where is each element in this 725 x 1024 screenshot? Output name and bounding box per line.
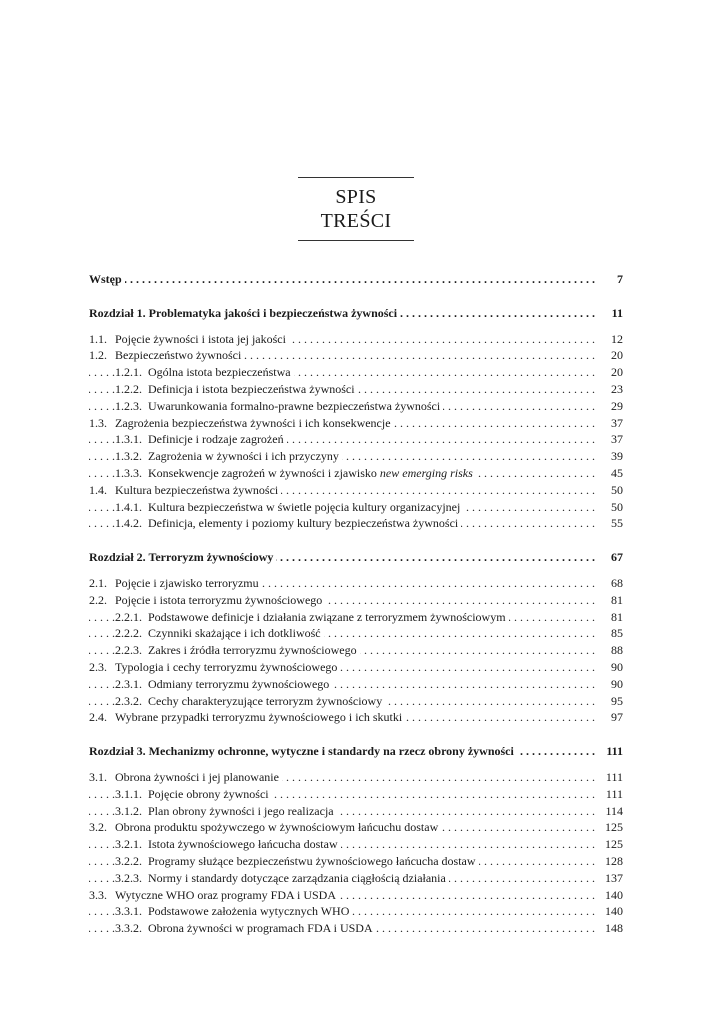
- toc-entry[interactable]: [89, 347, 623, 364]
- toc-entry-label-group: [115, 515, 461, 532]
- toc-entry[interactable]: [89, 786, 623, 803]
- toc-entry[interactable]: [89, 398, 623, 415]
- toc-entry-page-number: 29: [607, 398, 623, 415]
- toc-entry-number: 2.3.2.: [115, 693, 142, 708]
- toc-entry-number: 1.3.3.: [115, 465, 142, 480]
- toc-entry[interactable]: [89, 819, 623, 836]
- toc-entry-label: Rozdział 2. Terroryzm żywnościowy: [89, 550, 274, 565]
- toc-entry-label: Plan obrony żywności i jego realizacja: [148, 803, 334, 818]
- toc-entry-number: 1.2.: [89, 348, 107, 363]
- toc-entry-page-number: 7: [613, 271, 623, 288]
- toc-entry[interactable]: [89, 575, 623, 592]
- toc-entry[interactable]: [89, 331, 623, 348]
- toc-entry-page-number: 50: [607, 499, 623, 516]
- toc-entry-page-number: 97: [607, 709, 623, 726]
- toc-entry-label-group: [115, 642, 360, 659]
- toc-entry-label: Definicja i istota bezpieczeństwa żywności: [148, 381, 355, 396]
- toc-entry-page-number: 55: [607, 515, 623, 532]
- toc-entry-page-number: 45: [607, 465, 623, 482]
- toc-entry-number: 3.1.: [89, 769, 107, 784]
- toc-entry-page-number: 137: [601, 870, 623, 887]
- toc-entry[interactable]: [89, 887, 623, 904]
- toc-entry-label-group: [89, 305, 400, 322]
- toc-entry-page-number: 11: [608, 305, 623, 322]
- toc-entry-page-number: 20: [607, 347, 623, 364]
- toc-entry-number: 2.3.1.: [115, 676, 142, 691]
- toc-chapter-entry[interactable]: [89, 743, 623, 760]
- toc-entry-page-number: 148: [601, 920, 623, 937]
- toc-entry-label-group: [115, 499, 463, 516]
- toc-entry-label-group: [115, 903, 352, 920]
- toc-chapter-entry[interactable]: [89, 271, 623, 288]
- toc-entry-label-group: [89, 549, 276, 566]
- toc-entry-page-number: 111: [602, 769, 623, 786]
- toc-entry[interactable]: [89, 499, 623, 516]
- toc-entry-label: Konsekwencje zagrożeń w żywności i zjawisko: [148, 465, 380, 480]
- toc-entry-page-number: 67: [607, 549, 623, 566]
- toc-entry[interactable]: [89, 415, 623, 432]
- toc-entry[interactable]: [89, 364, 623, 381]
- chapter-gap: [89, 566, 623, 575]
- toc-entry-number: 3.1.1.: [115, 786, 142, 801]
- toc-entry-label: Uwarunkowania formalno-prawne bezpieczeństwa żywności: [148, 398, 441, 413]
- toc-entry-page-number: 111: [602, 786, 623, 803]
- toc-entry-label-group: [89, 709, 405, 726]
- toc-entry-number: 2.3.: [89, 659, 107, 674]
- toc-entry[interactable]: [89, 592, 623, 609]
- toc-entry-page-number: 111: [602, 743, 623, 760]
- dot-leader: [89, 271, 595, 288]
- toc-entry-number: 2.2.2.: [115, 626, 142, 641]
- toc-entry-label: Obrona żywności i jej planowanie: [115, 769, 279, 784]
- toc-entry-number: 1.2.2.: [115, 381, 142, 396]
- section-gap: [89, 532, 623, 549]
- toc-entry-label: Istota żywnościowego łańcucha dostaw: [148, 837, 338, 852]
- toc-entry-label-group: [89, 271, 125, 288]
- toc-entry-page-number: 81: [607, 592, 623, 609]
- toc-entry-label: Zagrożenia w żywności i ich przyczyny: [148, 449, 339, 464]
- toc-entry-page-number: 37: [607, 431, 623, 448]
- toc-entry-label-italic: new emerging risks: [379, 465, 473, 480]
- toc-entry-page-number: 125: [601, 836, 623, 853]
- toc-entry[interactable]: [89, 769, 623, 786]
- toc-entry-label: Obrona produktu spożywczego w żywnościowym łańcuchu dostaw: [115, 820, 439, 835]
- toc-entry-label: Cechy charakteryzujące terroryzm żywnościowy: [148, 693, 383, 708]
- toc-entry-page-number: 125: [601, 819, 623, 836]
- toc-entry[interactable]: [89, 609, 623, 626]
- toc-entry-number: 1.3.: [89, 415, 107, 430]
- toc-entry[interactable]: [89, 676, 623, 693]
- toc-entry-label: Wstęp: [89, 272, 122, 286]
- toc-chapter-entry[interactable]: [89, 549, 623, 566]
- toc-entry[interactable]: [89, 903, 623, 920]
- toc-entry-label: Pojęcie żywności i istota jej jakości: [115, 331, 286, 346]
- toc-entry-label: Kultura bezpieczeństwa żywności: [115, 482, 279, 497]
- toc-entry-page-number: 68: [607, 575, 623, 592]
- toc-entry-label: Ogólna istota bezpieczeństwa: [148, 365, 291, 380]
- toc-entry-label-group: [115, 398, 443, 415]
- toc-entry-number: 3.1.2.: [115, 803, 142, 818]
- toc-entry-page-number: 90: [607, 659, 623, 676]
- toc-entry-page-number: 88: [607, 642, 623, 659]
- toc-entry-number: 2.2.1.: [115, 609, 142, 624]
- toc-entry-label-group: [89, 887, 339, 904]
- toc-entry-label: Pojęcie i istota terroryzmu żywnościowego: [115, 592, 323, 607]
- toc-entry-label: Pojęcie i zjawisko terroryzmu: [115, 575, 259, 590]
- toc-entry-label: Definicje i rodzaje zagrożeń: [148, 432, 284, 447]
- toc-entry-label-group: [115, 676, 332, 693]
- toc-entry-number: 2.1.: [89, 575, 107, 590]
- toc-entry-label-group: [115, 836, 341, 853]
- toc-entry-label-group: [115, 625, 324, 642]
- toc-entry-page-number: 85: [607, 625, 623, 642]
- toc-entry-number: 3.3.2.: [115, 921, 142, 936]
- toc-entry-number: 3.3.1.: [115, 904, 142, 919]
- toc-entry[interactable]: [89, 709, 623, 726]
- toc-entry-label-group: [89, 743, 517, 760]
- toc-entry-label: Bezpieczeństwo żywności: [115, 348, 242, 363]
- toc-entry[interactable]: [89, 642, 623, 659]
- page-title: SPIS TREŚCI: [320, 186, 392, 232]
- toc-entry-label-group: [115, 609, 509, 626]
- toc-entry-number: 1.4.: [89, 482, 107, 497]
- toc-entry[interactable]: [89, 836, 623, 853]
- table-of-contents: [89, 271, 623, 937]
- toc-entry[interactable]: [89, 448, 623, 465]
- toc-entry-page-number: 12: [607, 331, 623, 348]
- toc-entry-page-number: 39: [607, 448, 623, 465]
- toc-entry-page-number: 23: [607, 381, 623, 398]
- toc-entry-label-group: [89, 575, 262, 592]
- toc-entry-label-group: [89, 769, 282, 786]
- toc-entry-label-group: [115, 786, 272, 803]
- section-gap: [89, 726, 623, 743]
- toc-entry[interactable]: [89, 515, 623, 532]
- toc-entry-label-group: [89, 415, 394, 432]
- toc-entry[interactable]: [89, 803, 623, 820]
- toc-entry-label-group: [115, 465, 476, 482]
- toc-entry-number: 2.4.: [89, 710, 107, 725]
- toc-entry-number: 3.2.1.: [115, 837, 142, 852]
- toc-entry-label-group: [89, 331, 289, 348]
- toc-entry[interactable]: [89, 625, 623, 642]
- toc-entry-label-group: [89, 347, 244, 364]
- toc-entry-page-number: 128: [601, 853, 623, 870]
- toc-entry-page-number: 37: [607, 415, 623, 432]
- toc-entry-number: 3.2.2.: [115, 853, 142, 868]
- toc-entry-label: Programy służące bezpieczeństwu żywnościowego łańcucha dostaw: [148, 853, 476, 868]
- toc-entry-label-group: [89, 659, 340, 676]
- toc-entry-label: Wybrane przypadki terroryzmu żywnościowego i ich skutki: [115, 710, 403, 725]
- toc-entry-page-number: 140: [601, 887, 623, 904]
- toc-entry-number: 2.2.3.: [115, 643, 142, 658]
- toc-entry-label-group: [115, 803, 337, 820]
- toc-entry-page-number: 114: [601, 803, 623, 820]
- toc-entry-number: 1.4.2.: [115, 516, 142, 531]
- toc-entry-number: 1.3.2.: [115, 449, 142, 464]
- toc-entry[interactable]: [89, 870, 623, 887]
- toc-entry-label: Normy i standardy dotyczące zarządzania ciągłością działania: [148, 870, 446, 885]
- toc-entry[interactable]: [89, 920, 623, 937]
- toc-entry-label: Pojęcie obrony żywności: [148, 786, 269, 801]
- toc-entry-page-number: 90: [607, 676, 623, 693]
- toc-entry-label-group: [115, 693, 385, 710]
- toc-entry-label: Czynniki skażające i ich dotkliwość: [148, 626, 321, 641]
- toc-entry-label: Definicja, elementy i poziomy kultury bezpieczeństwa żywności: [148, 516, 459, 531]
- toc-entry-label-group: [115, 920, 376, 937]
- chapter-gap: [89, 322, 623, 331]
- toc-entry-number: 3.2.: [89, 820, 107, 835]
- toc-chapter-entry[interactable]: [89, 305, 623, 322]
- toc-entry-number: 2.2.: [89, 592, 107, 607]
- toc-entry-label: Obrona żywności w programach FDA i USDA: [148, 921, 373, 936]
- toc-entry-page-number: 20: [607, 364, 623, 381]
- toc-entry-label: Wytyczne WHO oraz programy FDA i USDA: [115, 887, 337, 902]
- title-rule-bottom: [298, 240, 414, 241]
- toc-entry-label: Zagrożenia bezpieczeństwa żywności i ich konsekwencje: [115, 415, 391, 430]
- toc-entry-number: 3.3.: [89, 887, 107, 902]
- toc-title-block: [298, 177, 414, 241]
- toc-entry[interactable]: [89, 853, 623, 870]
- toc-entry[interactable]: [89, 431, 623, 448]
- toc-entry[interactable]: [89, 482, 623, 499]
- toc-entry-label-group: [115, 853, 479, 870]
- toc-entry-label: Podstawowe definicje i działania związane z terroryzmem żywnościowym: [148, 609, 506, 624]
- toc-entry-label-group: [89, 592, 325, 609]
- toc-entry-number: 1.1.: [89, 331, 107, 346]
- toc-entry[interactable]: [89, 659, 623, 676]
- toc-entry-page-number: 95: [607, 693, 623, 710]
- toc-entry[interactable]: [89, 465, 623, 482]
- toc-entry-label-group: [115, 870, 449, 887]
- toc-entry-label-group: [115, 364, 294, 381]
- toc-entry-label-group: [89, 482, 281, 499]
- toc-entry-page-number: 50: [607, 482, 623, 499]
- toc-entry-label-group: [115, 431, 287, 448]
- toc-entry-label-group: [115, 448, 342, 465]
- chapter-gap: [89, 760, 623, 769]
- toc-entry-page-number: 140: [601, 903, 623, 920]
- toc-entry-label: Podstawowe założenia wytycznych WHO: [148, 904, 350, 919]
- toc-entry[interactable]: [89, 693, 623, 710]
- toc-entry-page-number: 81: [607, 609, 623, 626]
- toc-entry-label: Rozdział 3. Mechanizmy ochronne, wytyczne i standardy na rzecz obrony żywności: [89, 744, 514, 759]
- toc-entry-label: Rozdział 1. Problematyka jakości i bezpieczeństwa żywności: [89, 305, 398, 320]
- toc-entry-label: Typologia i cechy terroryzmu żywnościowego: [115, 659, 338, 674]
- toc-entry[interactable]: [89, 381, 623, 398]
- toc-entry-label: Odmiany terroryzmu żywnościowego: [148, 676, 330, 691]
- toc-entry-label: Zakres i źródła terroryzmu żywnościowego: [148, 643, 357, 658]
- toc-entry-number: 3.2.3.: [115, 870, 142, 885]
- toc-entry-number: 1.3.1.: [115, 432, 142, 447]
- toc-entry-label-group: [89, 819, 441, 836]
- toc-entry-label: Kultura bezpieczeństwa w świetle pojęcia kultury organizacyjnej: [148, 499, 461, 514]
- section-gap: [89, 288, 623, 305]
- toc-entry-number: 1.4.1.: [115, 499, 142, 514]
- toc-entry-label-group: [115, 381, 358, 398]
- toc-entry-number: 1.2.3.: [115, 398, 142, 413]
- title-rule-top: [298, 177, 414, 178]
- toc-entry-number: 1.2.1.: [115, 365, 142, 380]
